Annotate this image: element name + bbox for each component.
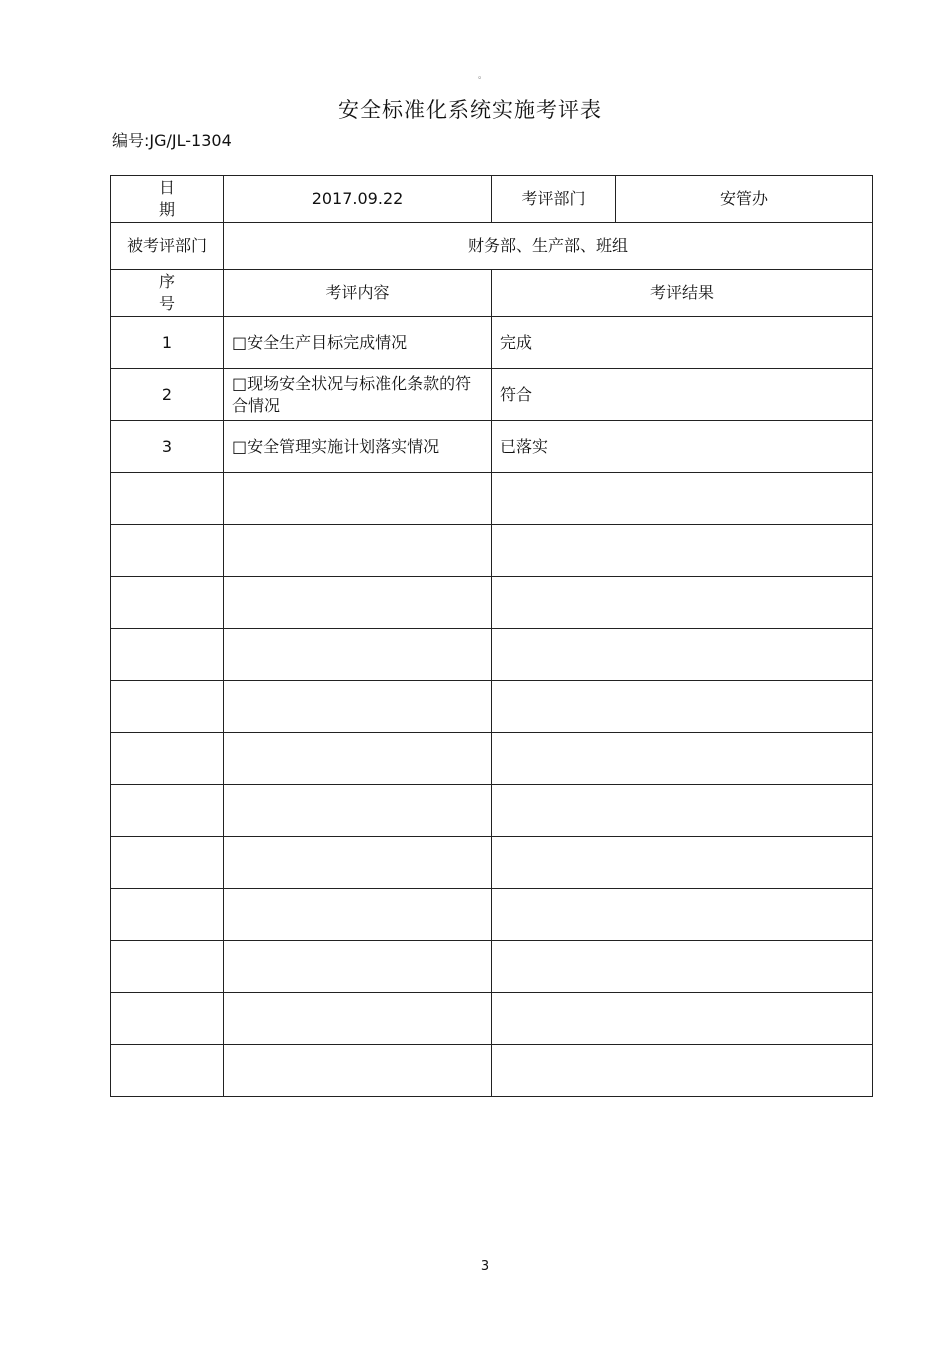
item-result: 符合 — [492, 369, 873, 421]
empty-cell — [492, 1045, 873, 1097]
item-sequence: 2 — [111, 369, 224, 421]
empty-cell — [492, 681, 873, 733]
empty-cell — [111, 577, 224, 629]
empty-cell — [111, 629, 224, 681]
date-value: 2017.09.22 — [224, 176, 492, 223]
empty-cell — [224, 525, 492, 577]
empty-table-row — [111, 473, 873, 525]
item-content: □安全管理实施计划落实情况 — [224, 421, 492, 473]
table-header-row — [111, 270, 873, 317]
empty-cell — [492, 941, 873, 993]
empty-table-row — [111, 525, 873, 577]
column-header-content: 考评内容 — [224, 270, 492, 317]
empty-cell — [224, 629, 492, 681]
top-mark: 。 — [478, 71, 488, 81]
empty-table-row — [111, 733, 873, 785]
item-content: □现场安全状况与标准化条款的符合情况 — [224, 369, 492, 421]
item-content: □安全生产目标完成情况 — [224, 317, 492, 369]
empty-cell — [492, 837, 873, 889]
empty-cell — [111, 733, 224, 785]
empty-table-row — [111, 837, 873, 889]
empty-cell — [111, 785, 224, 837]
table-row-date — [111, 176, 873, 223]
empty-cell — [492, 577, 873, 629]
empty-cell — [111, 473, 224, 525]
empty-cell — [224, 993, 492, 1045]
table-row — [111, 421, 873, 473]
item-sequence: 1 — [111, 317, 224, 369]
empty-cell — [224, 733, 492, 785]
column-header-result: 考评结果 — [492, 270, 873, 317]
empty-cell — [224, 837, 492, 889]
empty-table-row — [111, 577, 873, 629]
empty-table-row — [111, 785, 873, 837]
empty-table-row — [111, 941, 873, 993]
empty-cell — [111, 993, 224, 1045]
empty-cell — [492, 733, 873, 785]
empty-table-row — [111, 993, 873, 1045]
empty-cell — [492, 993, 873, 1045]
table-row — [111, 317, 873, 369]
empty-cell — [224, 681, 492, 733]
empty-cell — [492, 889, 873, 941]
empty-cell — [111, 889, 224, 941]
empty-table-row — [111, 1045, 873, 1097]
empty-table-row — [111, 889, 873, 941]
table-row-evaluated-department — [111, 223, 873, 270]
empty-cell — [492, 473, 873, 525]
empty-table-row — [111, 629, 873, 681]
empty-table-row — [111, 681, 873, 733]
empty-cell — [111, 941, 224, 993]
evaluating-department-value: 安管办 — [616, 176, 873, 223]
item-result: 完成 — [492, 317, 873, 369]
empty-cell — [224, 577, 492, 629]
empty-cell — [111, 1045, 224, 1097]
item-sequence: 3 — [111, 421, 224, 473]
document-number: 编号:JG/JL-1304 — [112, 131, 232, 150]
evaluating-department-label: 考评部门 — [492, 176, 616, 223]
empty-cell — [224, 473, 492, 525]
document-title: 安全标准化系统实施考评表 — [338, 98, 602, 122]
table-row — [111, 369, 873, 421]
evaluated-department-label: 被考评部门 — [111, 223, 224, 270]
evaluated-department-value: 财务部、生产部、班组 — [224, 223, 873, 270]
page-number: 3 — [480, 1259, 490, 1274]
empty-cell — [224, 1045, 492, 1097]
column-header-sequence: 序号 — [111, 270, 224, 317]
empty-cell — [492, 525, 873, 577]
empty-cell — [111, 681, 224, 733]
item-result: 已落实 — [492, 421, 873, 473]
empty-cell — [492, 785, 873, 837]
date-label: 日期 — [111, 176, 224, 223]
empty-cell — [224, 889, 492, 941]
empty-cell — [111, 837, 224, 889]
evaluation-table — [110, 175, 873, 1097]
empty-cell — [111, 525, 224, 577]
empty-cell — [224, 941, 492, 993]
empty-cell — [492, 629, 873, 681]
empty-cell — [224, 785, 492, 837]
